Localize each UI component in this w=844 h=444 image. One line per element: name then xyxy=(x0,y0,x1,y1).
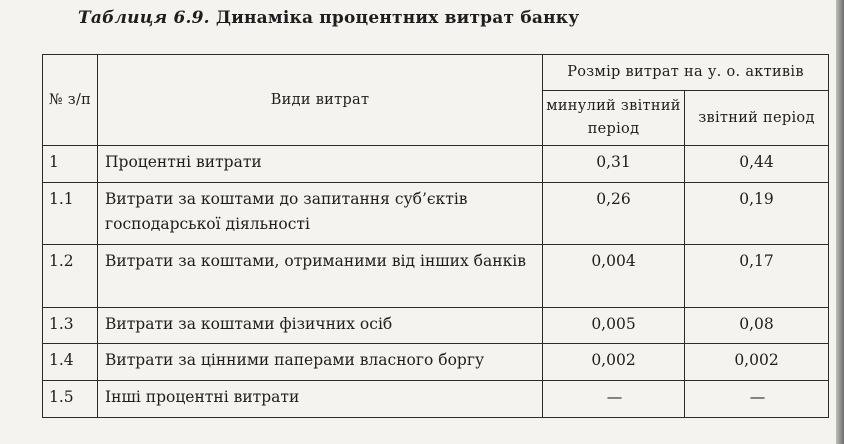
row-name: Витрати за коштами до запитання суб’єктів господарської діяльності xyxy=(98,183,543,245)
table-row xyxy=(43,381,829,418)
row-name: Витрати за коштами, отриманими від інших банків xyxy=(98,245,543,308)
row-prev: 0,002 xyxy=(543,344,685,381)
row-prev: 0,26 xyxy=(543,183,685,245)
row-num: 1.1 xyxy=(43,183,98,245)
header-prev: минулий звітний період xyxy=(543,91,685,146)
row-prev: — xyxy=(543,381,685,418)
table-row xyxy=(43,245,829,308)
header-num: № з/п xyxy=(43,55,98,146)
row-num: 1.2 xyxy=(43,245,98,308)
row-curr: 0,44 xyxy=(685,146,829,183)
page-edge-shadow xyxy=(836,0,844,444)
row-name: Інші процентні витрати xyxy=(98,381,543,418)
header-name: Види витрат xyxy=(98,55,543,146)
table-row xyxy=(43,344,829,381)
row-curr: 0,08 xyxy=(685,308,829,344)
table-row xyxy=(43,146,829,183)
row-num: 1 xyxy=(43,146,98,183)
row-curr: 0,17 xyxy=(685,245,829,308)
row-name: Процентні витрати xyxy=(98,146,543,183)
row-num: 1.4 xyxy=(43,344,98,381)
row-num: 1.3 xyxy=(43,308,98,344)
row-name: Витрати за коштами фізичних осіб xyxy=(98,308,543,344)
header-group: Розмір витрат на у. о. активів xyxy=(543,55,829,91)
row-curr: 0,002 xyxy=(685,344,829,381)
table-row xyxy=(43,183,829,245)
header-curr: звітний період xyxy=(685,91,829,146)
row-prev: 0,005 xyxy=(543,308,685,344)
interest-expenses-table xyxy=(42,54,829,418)
row-prev: 0,31 xyxy=(543,146,685,183)
row-name: Витрати за цінними паперами власного боргу xyxy=(98,344,543,381)
caption-label: Таблиця 6.9. xyxy=(78,8,210,28)
caption-title: Динаміка процентних витрат банку xyxy=(215,8,580,28)
row-prev: 0,004 xyxy=(543,245,685,308)
row-curr: 0,19 xyxy=(685,183,829,245)
table-row xyxy=(43,308,829,344)
row-curr: — xyxy=(685,381,829,418)
table-caption xyxy=(78,8,579,28)
row-num: 1.5 xyxy=(43,381,98,418)
